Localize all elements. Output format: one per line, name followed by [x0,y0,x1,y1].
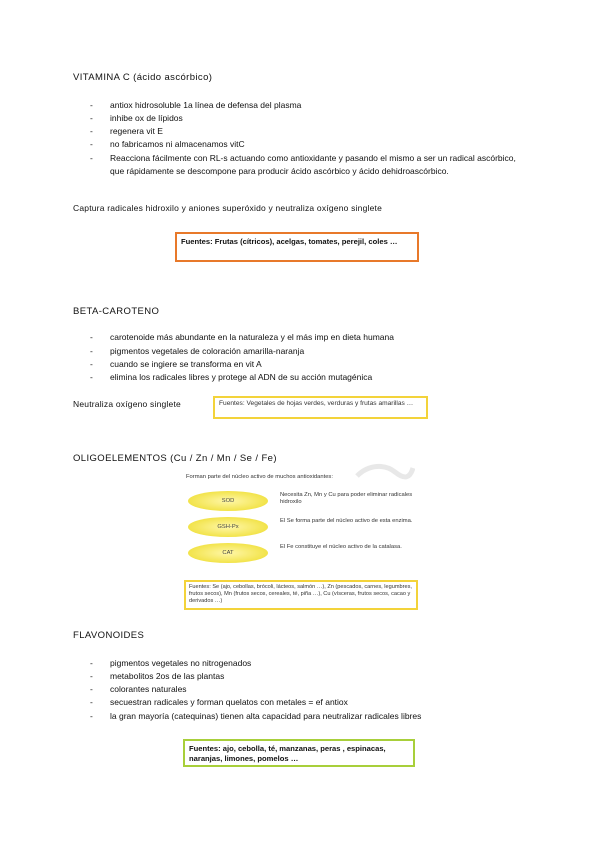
flav-item: secuestran radicales y forman quelatos con metales = ef antiox [110,697,348,707]
gshpx-oval: GSH-Px [188,517,268,537]
bullet-dash: - [90,658,93,668]
bullet-dash: - [90,126,93,136]
vitc-item: inhibe ox de lípidos [110,113,183,123]
decorative-swirl-graphic [355,462,415,480]
sod-oval: SOD [188,491,268,511]
bullet-dash: - [90,711,93,721]
sod-text: Necesita Zn, Mn y Cu para poder eliminar radicales hidroxilo [280,492,413,506]
bullet-dash: - [90,100,93,110]
beta-sources: Fuentes: Vegetales de hojas verdes, verduras y frutas amarillas … [219,400,414,407]
oligo-sources-box [184,580,418,610]
vitc-title: VITAMINA C (ácido ascórbico) [73,72,213,83]
bullet-dash: - [90,372,93,382]
bullet-dash: - [90,359,93,369]
beta-item: carotenoide más abundante en la naturaleza y el más imp en dieta humana [110,332,394,342]
vitc-note: Captura radicales hidroxilo y aniones superóxido y neutraliza oxígeno singlete [73,203,383,213]
beta-title: BETA-CAROTENO [73,306,160,317]
flav-item: pigmentos vegetales no nitrogenados [110,658,252,668]
gshpx-text: El Se forma parte del núcleo activo de esta enzima. [280,518,413,524]
bullet-dash: - [90,113,93,123]
vitc-item: antiox hidrosoluble 1a línea de defensa del plasma [110,100,302,110]
flav-sources: Fuentes: ajo, cebolla, té, manzanas, peras , espinacas, naranjas, limones, pomelos … [189,744,386,763]
cat-text: El Fe constituye el núcleo activo de la catalasa. [280,544,402,550]
vitc-item: no fabricamos ni almacenamos vitC [110,139,245,149]
vitc-sources-box [175,232,419,262]
beta-sources-box [213,396,428,419]
vitc-sources: Fuentes: Frutas (cítricos), acelgas, tomates, perejil, coles … [181,237,398,246]
cat-oval: CAT [188,543,268,563]
bullet-dash: - [90,153,93,163]
oligo-sources: Fuentes: Se (ajo, cebollas, brócoli, lácteos, salmón …), Zn (pescados, carnes, legumbres, frutos secos), Mn (frutos secos, cereales, té, piña …), Cu (vísceras, frutos secos, cacao y derivados …) [189,584,412,605]
oligo-title: OLIGOELEMENTOS (Cu / Zn / Mn / Se / Fe) [73,453,277,464]
flav-item: la gran mayoría (catequinas) tienen alta capacidad para neutralizar radicales libres [110,711,422,721]
bullet-dash: - [90,697,93,707]
bullet-dash: - [90,671,93,681]
oligo-figure-title: Forman parte del núcleo activo de muchos antioxidantes: [186,474,333,480]
beta-note: Neutraliza oxígeno singlete [73,399,181,409]
beta-item: elimina los radicales libres y protege al ADN de su acción mutagénica [110,372,373,382]
beta-item: pigmentos vegetales de coloración amarilla-naranja [110,346,305,356]
bullet-dash: - [90,332,93,342]
beta-item: cuando se ingiere se transforma en vit A [110,359,262,369]
bullet-dash: - [90,139,93,149]
flav-item: colorantes naturales [110,684,187,694]
vitc-item: Reacciona fácilmente con RL-s actuando como antioxidante y pasando el mismo a ser un radical ascórbico, que rápidamente se descompone para producir ácido ascórbico y ácido dehidroascórbico. [110,153,516,176]
vitc-item: regenera vit E [110,126,163,136]
flav-item: metabolitos 2os de las plantas [110,671,225,681]
flav-title: FLAVONOIDES [73,630,145,641]
flav-sources-box [183,739,415,767]
bullet-dash: - [90,346,93,356]
bullet-dash: - [90,684,93,694]
